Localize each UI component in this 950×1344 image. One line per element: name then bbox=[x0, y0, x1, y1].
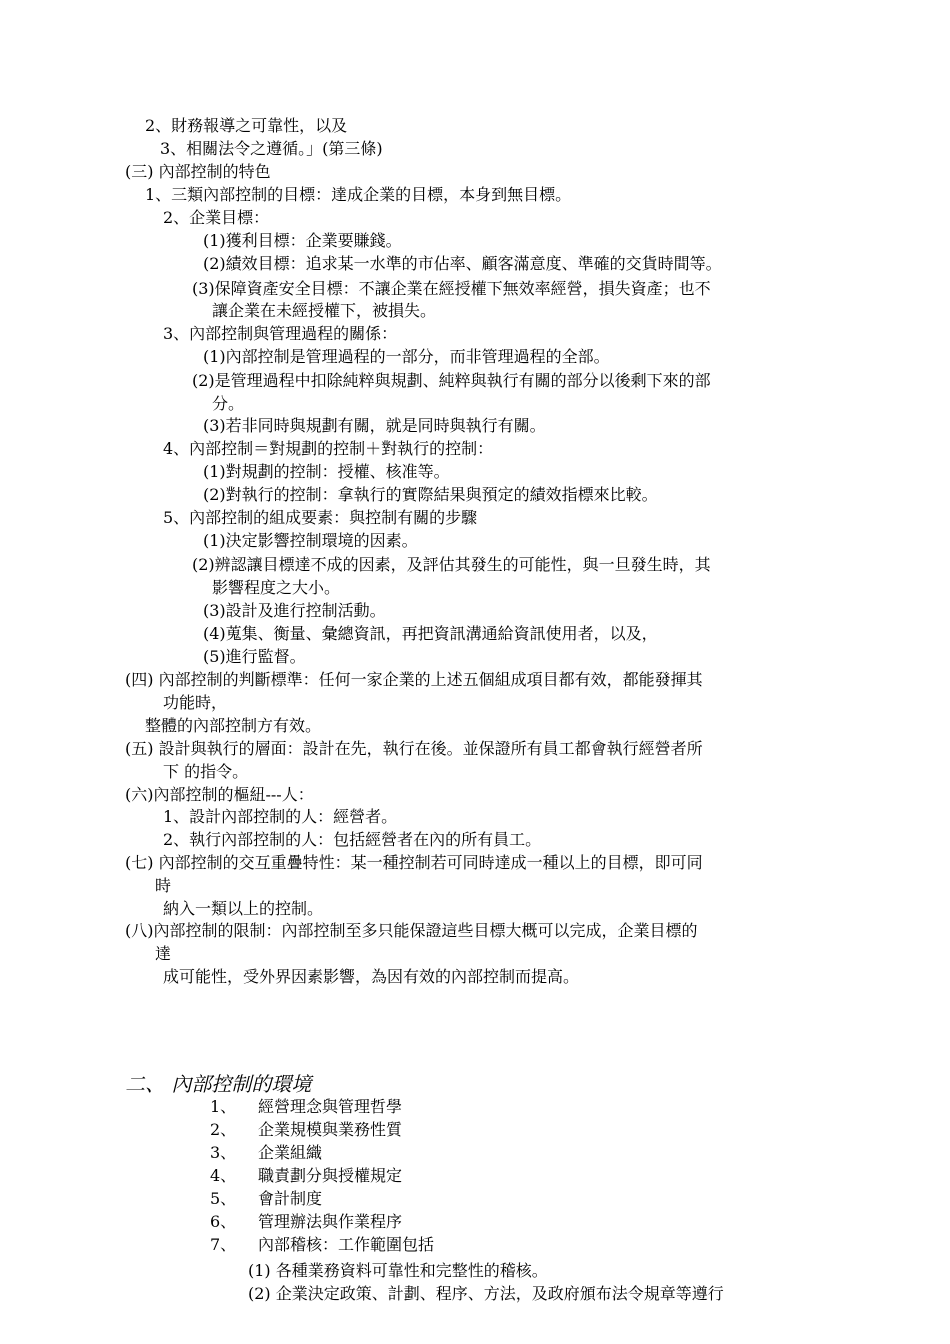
section-title: (三) 內部控制的特色 bbox=[125, 162, 271, 181]
list-item-text: 經營理念與管理哲學 bbox=[258, 1097, 403, 1116]
sub-list-item: (2) 企業決定政策、計劃、程序、方法，及政府頒布法令規章等遵行 bbox=[248, 1284, 724, 1303]
list-item-number: 6、 bbox=[210, 1212, 237, 1231]
section-title: (六)內部控制的樞紐---人： bbox=[125, 785, 314, 804]
list-item-text: 內部稽核：工作範圍包括 bbox=[258, 1235, 435, 1254]
text-line: 4、內部控制＝對規劃的控制＋對執行的控制： bbox=[163, 439, 494, 458]
text-line: 5、內部控制的組成要素：與控制有關的步驟 bbox=[163, 508, 478, 527]
list-item-text: 企業組織 bbox=[258, 1143, 323, 1162]
list-item-number: 4、 bbox=[210, 1166, 237, 1185]
text-line: 分。 bbox=[212, 394, 245, 413]
list-item-text: 會計制度 bbox=[258, 1189, 323, 1208]
text-line: 3、相關法令之遵循。」(第三條) bbox=[160, 139, 383, 158]
text-line: (3)保障資產安全目標：不讓企業在經授權下無效率經營，損失資產；也不 bbox=[192, 279, 711, 298]
list-item-number: 3、 bbox=[210, 1143, 237, 1162]
text-line: 2、企業目標： bbox=[163, 208, 270, 227]
text-line: (1)對規劃的控制：授權、核准等。 bbox=[203, 462, 450, 481]
text-line: 下 的指令。 bbox=[163, 762, 249, 781]
section-title: (四) 內部控制的判斷標準：任何一家企業的上述五個組成項目都有效，都能發揮其 bbox=[125, 670, 703, 689]
text-line: (2)績效目標：追求某一水準的市佔率、顧客滿意度、準確的交貨時間等。 bbox=[203, 254, 722, 273]
text-line: 1、設計內部控制的人：經營者。 bbox=[163, 807, 398, 826]
text-line: (2)辨認讓目標達不成的因素，及評估其發生的可能性，與一旦發生時，其 bbox=[192, 555, 711, 574]
list-item bbox=[210, 1142, 322, 1164]
text-line: (2)是管理過程中扣除純粹與規劃、純粹與執行有關的部分以後剩下來的部 bbox=[192, 371, 711, 390]
sub-list-item: (1) 各種業務資料可靠性和完整性的稽核。 bbox=[248, 1261, 548, 1280]
text-line: 3、內部控制與管理過程的關係： bbox=[163, 324, 398, 343]
list-item-number: 1、 bbox=[210, 1097, 237, 1116]
text-line: (5)進行監督。 bbox=[203, 647, 306, 666]
text-line: 2、執行內部控制的人：包括經營者在內的所有員工。 bbox=[163, 830, 542, 849]
text-line: 讓企業在未經授權下，被損失。 bbox=[212, 301, 437, 320]
list-item-text: 職責劃分與授權規定 bbox=[258, 1166, 403, 1185]
list-item-number: 2、 bbox=[210, 1120, 237, 1139]
section-title: (八)內部控制的限制：內部控制至多只能保證這些目標大概可以完成，企業目標的 bbox=[125, 921, 698, 940]
list-item bbox=[210, 1211, 402, 1233]
text-line: 達 bbox=[155, 944, 172, 963]
section-heading: 二、 內部控制的環境 bbox=[125, 1072, 312, 1096]
text-line: 納入一類以上的控制。 bbox=[163, 899, 324, 918]
text-line: (1)獲利目標：企業要賺錢。 bbox=[203, 231, 402, 250]
text-line: 時 bbox=[155, 876, 172, 895]
text-line: (2)對執行的控制：拿執行的實際結果與預定的績效指標來比較。 bbox=[203, 485, 658, 504]
list-item-text: 企業規模與業務性質 bbox=[258, 1120, 403, 1139]
section-title: (五) 設計與執行的層面：設計在先，執行在後。並保證所有員工都會執行經營者所 bbox=[125, 739, 703, 758]
text-line: (3)設計及進行控制活動。 bbox=[203, 601, 386, 620]
text-line: (3)若非同時與規劃有關，就是同時與執行有關。 bbox=[203, 416, 546, 435]
text-line: (4)蒐集、衡量、彙總資訊，再把資訊溝通給資訊使用者，以及， bbox=[203, 624, 658, 643]
list-item-text: 管理辦法與作業程序 bbox=[258, 1212, 403, 1231]
text-line: 影響程度之大小。 bbox=[212, 578, 341, 597]
text-line: 2、財務報導之可靠性，以及 bbox=[145, 116, 348, 135]
list-item bbox=[210, 1234, 434, 1256]
text-line: 整體的內部控制方有效。 bbox=[145, 716, 322, 735]
section-title: (七) 內部控制的交互重疊特性：某一種控制若可同時達成一種以上的目標，即可同 bbox=[125, 853, 703, 872]
list-item bbox=[210, 1165, 402, 1187]
text-line: 1、三類內部控制的目標：達成企業的目標，本身到無目標。 bbox=[145, 185, 572, 204]
text-line: 功能時， bbox=[163, 693, 228, 712]
text-line: 成可能性，受外界因素影響，為因有效的內部控制而提高。 bbox=[163, 967, 580, 986]
list-item-number: 7、 bbox=[210, 1235, 237, 1254]
list-item bbox=[210, 1188, 322, 1210]
text-line: (1)決定影響控制環境的因素。 bbox=[203, 531, 418, 550]
list-item-number: 5、 bbox=[210, 1189, 237, 1208]
list-item bbox=[210, 1096, 402, 1118]
list-item bbox=[210, 1119, 402, 1141]
text-line: (1)內部控制是管理過程的一部分，而非管理過程的全部。 bbox=[203, 347, 610, 366]
